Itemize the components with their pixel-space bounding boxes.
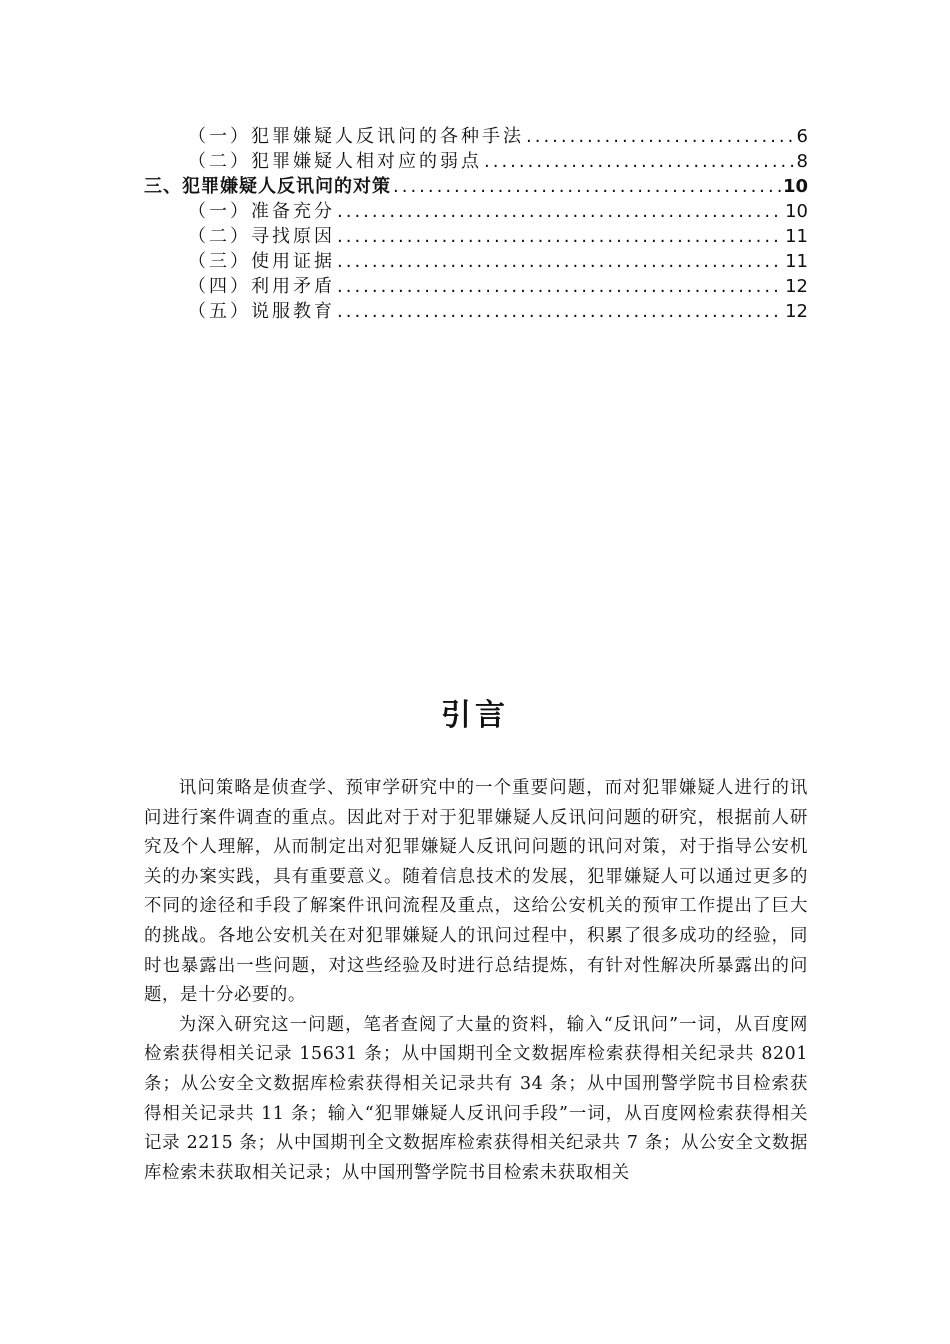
toc-entry-page: 10 [785,201,808,222]
toc-entry[interactable] [144,249,808,274]
toc-entry-page: 8 [796,151,808,172]
toc-entry[interactable] [144,124,808,149]
toc-entry-page: 12 [785,276,808,297]
toc-leader-dots [526,124,795,149]
toc-entry[interactable] [144,224,808,249]
toc-entry-page: 10 [782,176,808,197]
toc-entry-title: （一）准备充分 [188,201,335,222]
toc-leader-dots [337,224,783,249]
toc-entry-title: 三、犯罪嫌疑人反讯问的对策 [144,176,391,197]
toc-entry[interactable] [144,149,808,174]
toc-entry-title: （二）犯罪嫌疑人相对应的弱点 [188,151,482,172]
toc-leader-dots [337,274,783,299]
introduction-heading: 引言 [441,698,509,733]
toc-entry-page: 12 [785,301,808,322]
table-of-contents [144,124,808,324]
toc-leader-dots [393,174,781,199]
toc-entry-title: （三）使用证据 [188,251,335,272]
toc-entry[interactable] [144,174,808,199]
toc-entry-page: 6 [796,126,808,147]
introduction-body [144,774,808,1188]
toc-entry-page: 11 [785,226,808,247]
toc-leader-dots [337,299,783,324]
toc-entry-title: （五）说服教育 [188,301,335,322]
toc-leader-dots [337,199,783,224]
toc-entry-title: （四）利用矛盾 [188,276,335,297]
toc-entry-title: （二）寻找原因 [188,226,335,247]
body-paragraph: 讯问策略是侦查学、预审学研究中的一个重要问题，而对犯罪嫌疑人进行的讯问进行案件调查的重点。因此对于对于犯罪嫌疑人反讯问问题的研究，根据前人研究及个人理解，从而制定出对犯罪嫌疑人反讯问问题的讯问对策，对于指导公安机关的办案实践，具有重要意义。随着信息技术的发展，犯罪嫌疑人可以通过更多的不同的途径和手段了解案件讯问流程及重点，这给公安机关的预审工作提出了巨大的挑战。各地公安机关在对犯罪嫌疑人的讯问过程中，积累了很多成功的经验，同时也暴露出一些问题，对这些经验及时进行总结提炼，有针对性解决所暴露出的问题，是十分必要的。 [144,778,808,1006]
toc-leader-dots [484,149,795,174]
toc-entry[interactable] [144,274,808,299]
toc-leader-dots [337,249,783,274]
toc-entry[interactable] [144,199,808,224]
toc-entry-page: 11 [785,251,808,272]
body-paragraph: 为深入研究这一问题，笔者查阅了大量的资料，输入“反讯问”一词，从百度网检索获得相关记录 15631 条；从中国期刊全文数据库检索获得相关纪录共 8201 条；从公安全文数据库检索获得相关记录共有 34 条；从中国刑警学院书目检索获得相关记录共 11 条；输入“犯罪嫌疑人反讯问手段”一词，从百度网检索获得相关记录 2215 条；从中国期刊全文数据库检索获得相关纪录共 7 条；从公安全文数据库检索未获取相关记录；从中国刑警学院书目检索未获取相关 [144,1014,808,1183]
toc-entry-title: （一）犯罪嫌疑人反讯问的各种手法 [188,126,524,147]
toc-entry[interactable] [144,299,808,324]
